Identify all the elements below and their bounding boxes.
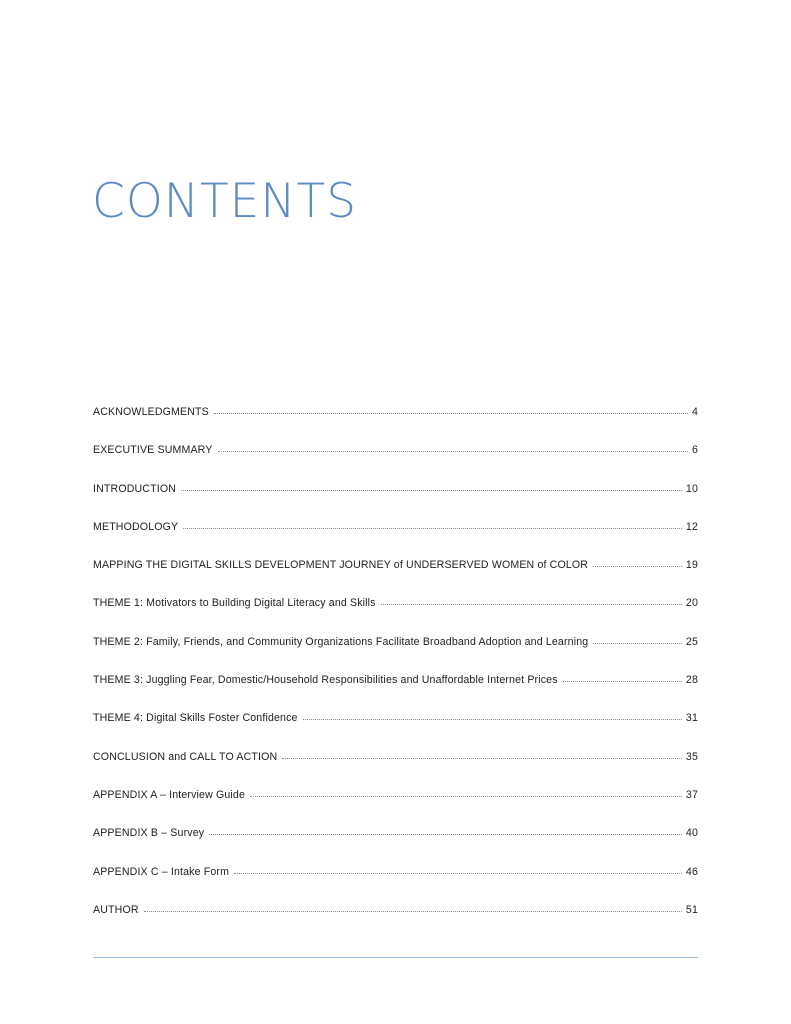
toc-entry-label: APPENDIX C – Intake Form — [93, 865, 230, 878]
dot-leader — [234, 873, 682, 874]
toc-page-number: 4 — [691, 406, 698, 418]
toc-page-number: 12 — [685, 520, 698, 533]
dot-leader — [593, 566, 682, 567]
dot-leader — [209, 834, 682, 835]
toc-entry-theme-3[interactable] — [93, 674, 698, 712]
toc-entry-executive-summary[interactable] — [93, 444, 698, 482]
toc-entry-label: INTRODUCTION — [93, 482, 177, 495]
toc-page-number: 35 — [685, 750, 698, 763]
page-title: CONTENTS — [92, 174, 358, 229]
toc-page-number: 6 — [691, 444, 698, 457]
toc-entry-label: AUTHOR — [93, 903, 139, 916]
toc-page-number: 20 — [685, 597, 698, 610]
toc-page-number: 37 — [685, 788, 698, 801]
toc-entry-acknowledgments[interactable] — [93, 406, 698, 444]
toc-entry-label: ACKNOWLEDGMENTS — [93, 406, 209, 418]
toc-entry-label: THEME 4: Digital Skills Foster Confidence — [93, 712, 298, 725]
dot-leader — [183, 528, 682, 529]
dot-leader — [563, 681, 682, 682]
toc-entry-label: EXECUTIVE SUMMARY — [93, 444, 213, 457]
toc-page-number: 10 — [685, 482, 698, 495]
dot-leader — [282, 758, 682, 759]
toc-entry-theme-2[interactable] — [93, 636, 698, 674]
toc-entry-label: THEME 3: Juggling Fear, Domestic/Household Responsibilities and Unaffordable Internet Prices — [93, 674, 558, 687]
toc-entry-author[interactable] — [93, 904, 698, 942]
toc-entry-label: THEME 1: Motivators to Building Digital Literacy and Skills — [93, 597, 376, 610]
toc-page-number: 46 — [685, 865, 698, 878]
dot-leader — [593, 643, 682, 644]
dot-leader — [144, 911, 682, 912]
table-of-contents — [93, 406, 698, 942]
toc-entry-appendix-b[interactable] — [93, 827, 698, 865]
toc-entry-appendix-c[interactable] — [93, 866, 698, 904]
dot-leader — [218, 451, 688, 452]
dot-leader — [250, 796, 682, 797]
toc-entry-label: CONCLUSION and CALL TO ACTION — [93, 750, 278, 763]
footer-divider — [93, 957, 698, 958]
toc-entry-theme-1[interactable] — [93, 597, 698, 635]
dot-leader — [381, 604, 682, 605]
toc-entry-appendix-a[interactable] — [93, 789, 698, 827]
dot-leader — [214, 413, 688, 414]
toc-entry-conclusion[interactable] — [93, 751, 698, 789]
toc-page-number: 19 — [685, 559, 698, 572]
toc-entry-label: MAPPING THE DIGITAL SKILLS DEVELOPMENT JOURNEY of UNDERSERVED WOMEN of COLOR — [93, 559, 589, 572]
toc-entry-mapping-journey[interactable] — [93, 559, 698, 597]
toc-entry-methodology[interactable] — [93, 521, 698, 559]
toc-page-number: 40 — [685, 827, 698, 840]
toc-page-number: 31 — [685, 712, 698, 725]
toc-entry-label: APPENDIX A – Interview Guide — [93, 788, 245, 801]
toc-page-number: 25 — [685, 635, 698, 648]
toc-entry-label: APPENDIX B – Survey — [93, 827, 205, 840]
dot-leader — [181, 490, 682, 491]
toc-entry-label: METHODOLOGY — [93, 520, 179, 533]
toc-entry-theme-4[interactable] — [93, 712, 698, 750]
toc-entry-introduction[interactable] — [93, 483, 698, 521]
toc-page-number: 28 — [685, 674, 698, 687]
toc-page-number: 51 — [685, 903, 698, 916]
toc-entry-label: THEME 2: Family, Friends, and Community Organizations Facilitate Broadband Adoption and Learning — [93, 635, 589, 648]
dot-leader — [303, 719, 682, 720]
